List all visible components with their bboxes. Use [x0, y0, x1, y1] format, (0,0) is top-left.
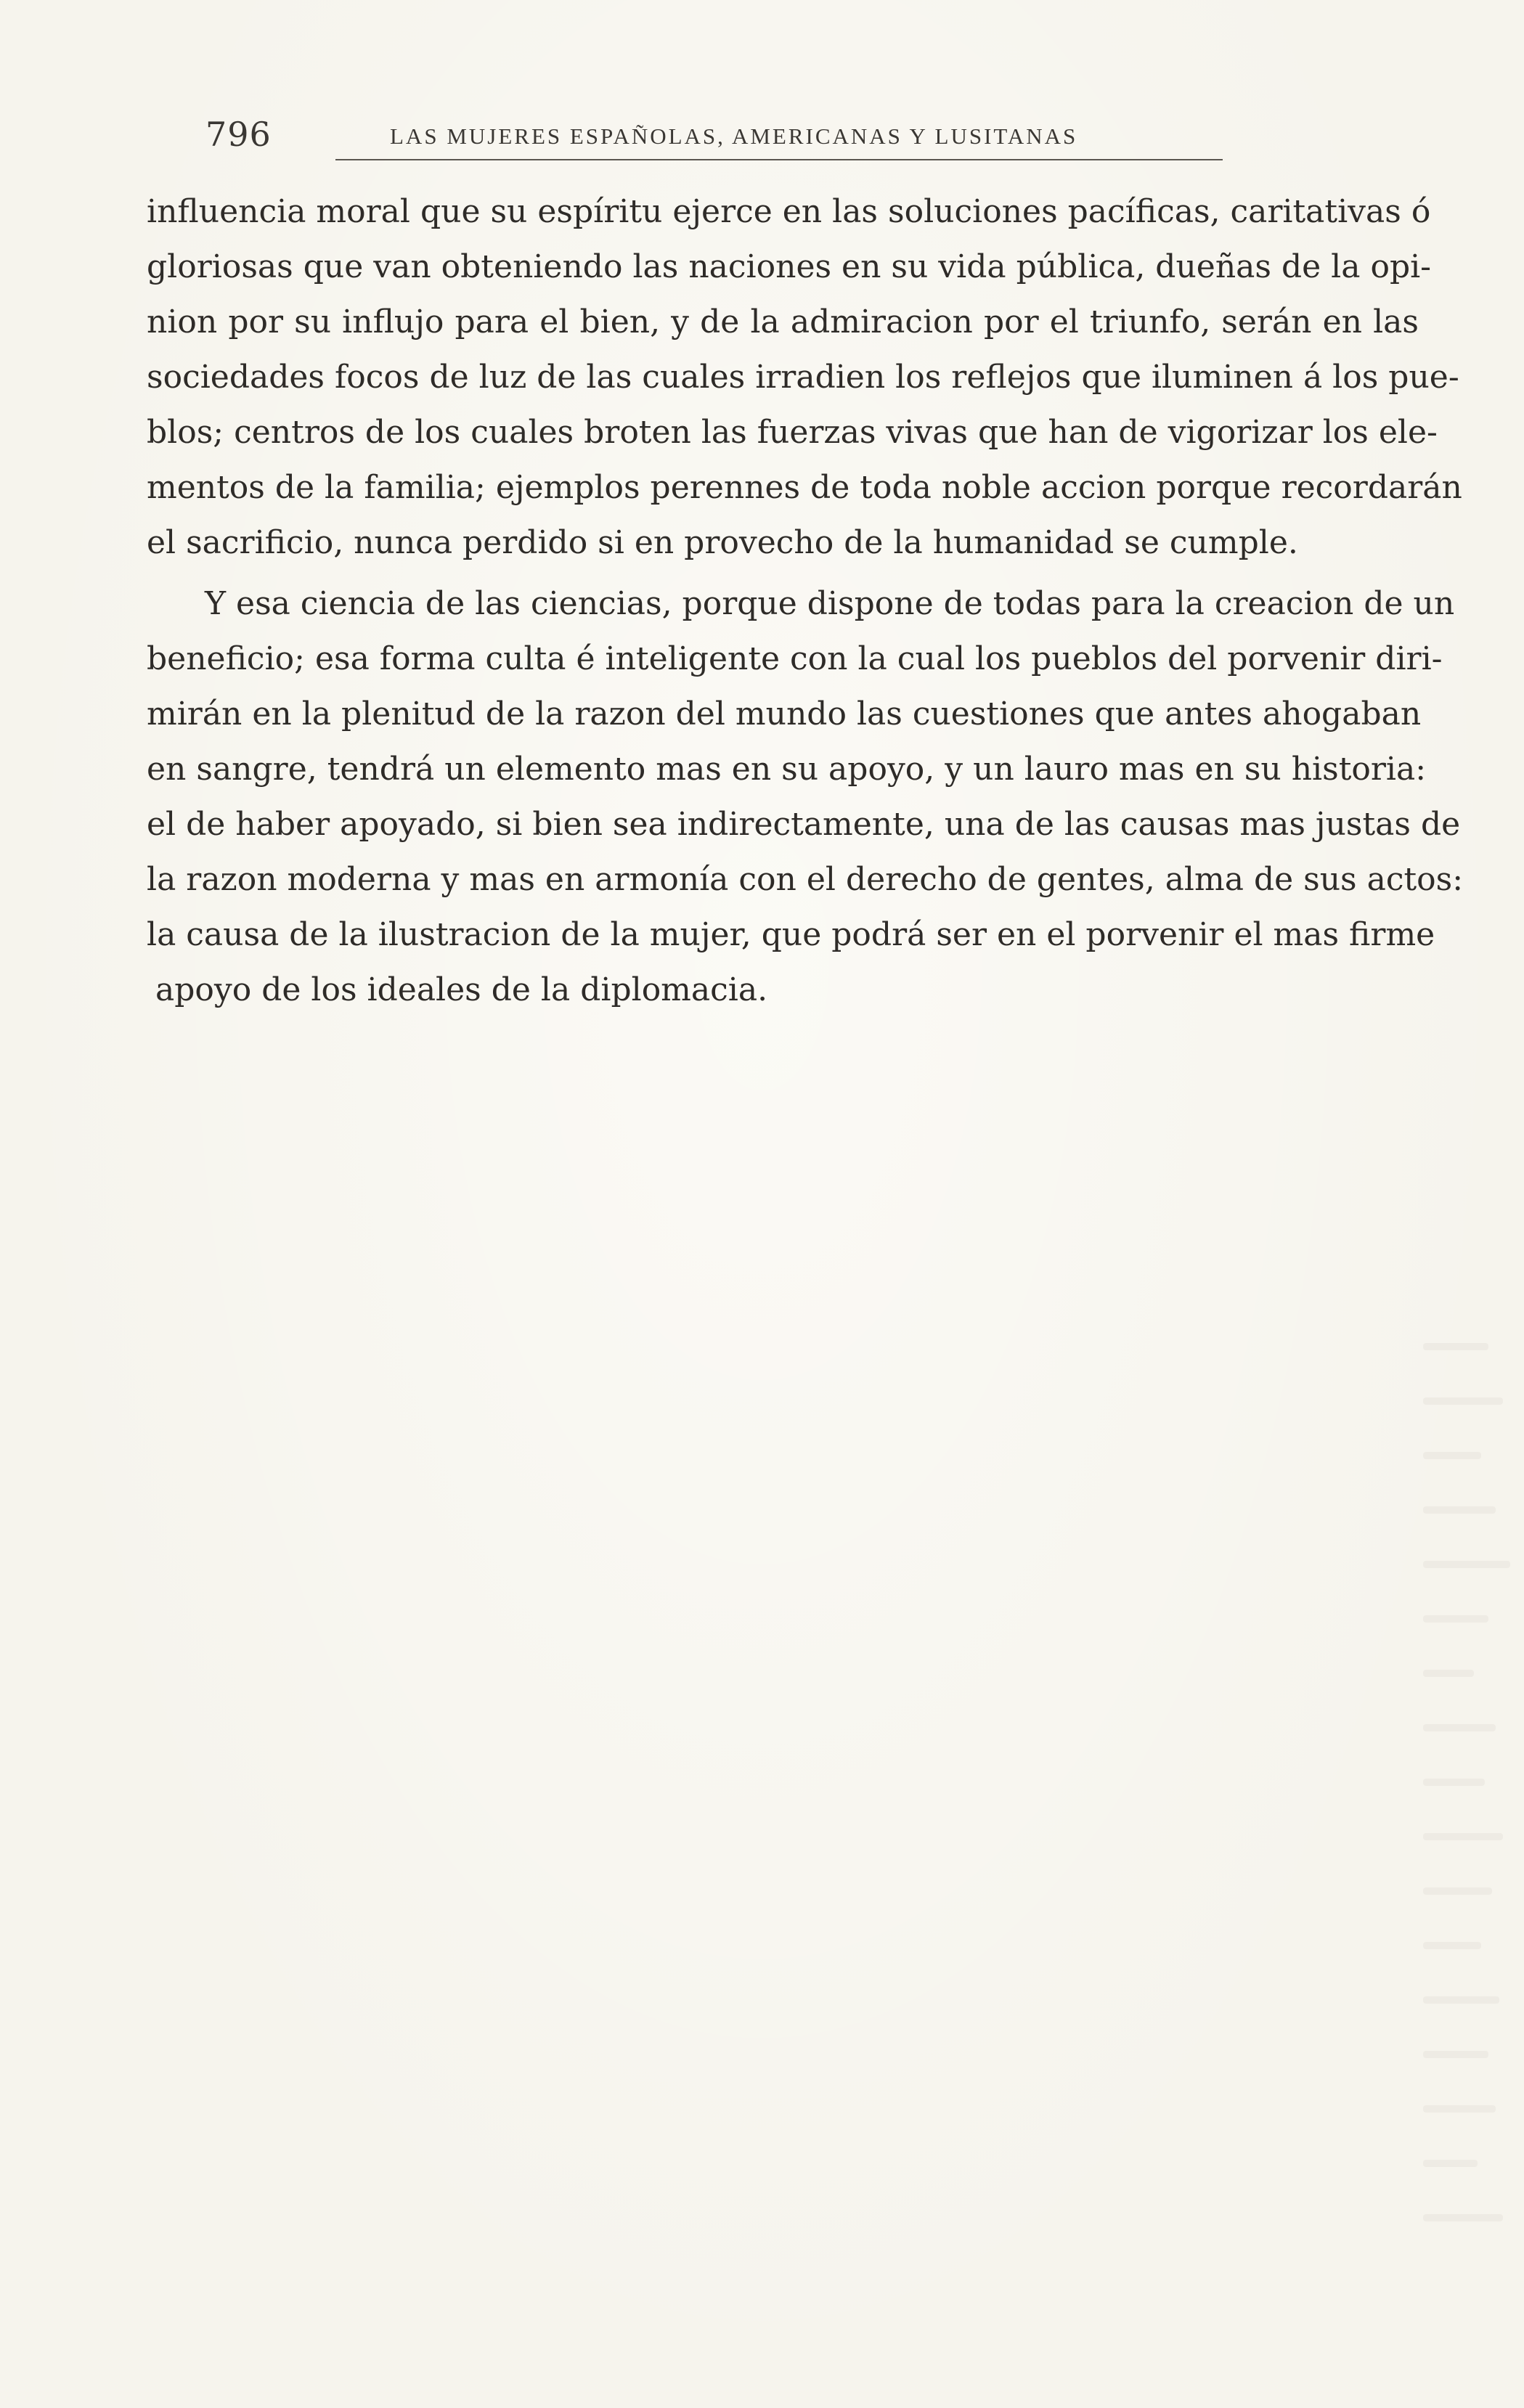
- show-through-mark: [1423, 1724, 1496, 1731]
- show-through-mark: [1423, 1561, 1510, 1568]
- text-line: blos; centros de los cuales broten las fuerzas vivas que han de vigorizar los ele-: [147, 414, 1438, 451]
- show-through-mark: [1423, 1506, 1496, 1514]
- show-through-mark: [1423, 1615, 1488, 1623]
- show-through-mark: [1423, 1833, 1503, 1840]
- text-line: influencia moral que su espíritu ejerce en las soluciones pacíficas, caritativas ó: [147, 193, 1431, 230]
- show-through-mark: [1423, 1397, 1503, 1405]
- show-through-mark: [1423, 2160, 1478, 2167]
- text-line: apoyo de los ideales de la diplomacia.: [155, 971, 768, 1008]
- text-line: nion por su influjo para el bien, y de la admiracion por el triunfo, serán en las: [147, 303, 1419, 340]
- show-through-mark: [1423, 1779, 1485, 1786]
- show-through-mark: [1423, 2214, 1503, 2221]
- show-through-mark: [1423, 1670, 1474, 1677]
- running-title: LAS MUJERES ESPAÑOLAS, AMERICANAS Y LUSITANAS: [390, 123, 1078, 149]
- show-through-mark: [1423, 1452, 1481, 1459]
- show-through-mark: [1423, 2105, 1496, 2113]
- text-line: mirán en la plenitud de la razon del mundo las cuestiones que antes ahogaban: [147, 695, 1422, 732]
- show-through-mark: [1423, 1887, 1492, 1895]
- header-rule: [335, 159, 1223, 160]
- text-line: la razon moderna y mas en armonía con el derecho de gentes, alma de sus actos:: [147, 861, 1464, 898]
- text-line: el sacrificio, nunca perdido si en provecho de la humanidad se cumple.: [147, 524, 1298, 561]
- show-through-mark: [1423, 1996, 1499, 2004]
- page-number: 796: [205, 115, 272, 154]
- text-line: gloriosas que van obteniendo las naciones en su vida pública, dueñas de la opi-: [147, 248, 1432, 285]
- text-line: mentos de la familia; ejemplos perennes de toda noble accion porque recordarán: [147, 469, 1462, 506]
- show-through-mark: [1423, 1343, 1488, 1350]
- show-through-mark: [1423, 2051, 1488, 2058]
- text-line: sociedades focos de luz de las cuales irradien los reflejos que iluminen á los pue-: [147, 359, 1459, 396]
- text-line: la causa de la ilustracion de la mujer, que podrá ser en el porvenir el mas firme: [147, 916, 1435, 953]
- paragraph-first-line: Y esa ciencia de las ciencias, porque dispone de todas para la creacion de un: [205, 585, 1455, 622]
- text-line: el de haber apoyado, si bien sea indirectamente, una de las causas mas justas de: [147, 806, 1461, 843]
- text-line: beneficio; esa forma culta é inteligente con la cual los pueblos del porvenir diri-: [147, 640, 1443, 677]
- text-line: en sangre, tendrá un elemento mas en su apoyo, y un lauro mas en su historia:: [147, 751, 1427, 788]
- page-header: [205, 109, 1222, 152]
- show-through-mark: [1423, 1942, 1481, 1949]
